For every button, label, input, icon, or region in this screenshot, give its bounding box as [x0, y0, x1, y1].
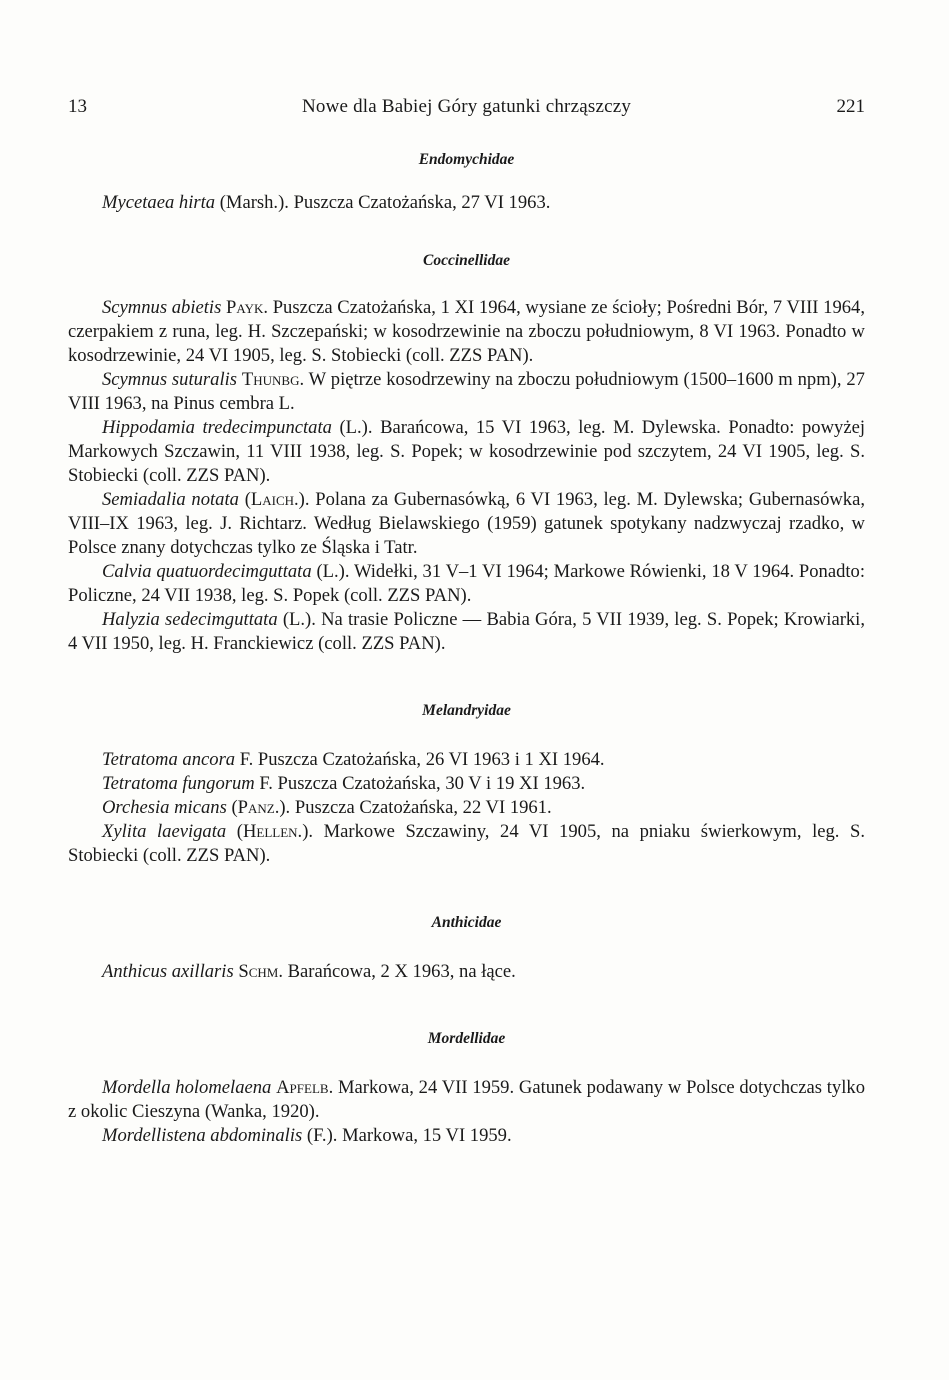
- species-author: (L.).: [282, 609, 316, 630]
- page-number-left: 13: [68, 96, 87, 117]
- species-name: Tetratoma ancora: [102, 749, 236, 770]
- family-heading: Melandryidae: [422, 702, 511, 719]
- species-author: Schm.: [238, 961, 283, 982]
- species-name: Anthicus axillaris: [102, 961, 234, 982]
- species-entry: [68, 820, 865, 868]
- species-name: Hippodamia tredecimpunctata: [102, 417, 332, 438]
- species-name: Semiadalia notata: [102, 489, 239, 510]
- species-author: F.: [239, 749, 254, 770]
- species-name: Scymnus abietis: [102, 297, 222, 318]
- species-author: (Marsh.).: [219, 192, 289, 213]
- species-name: Tetratoma fungorum: [102, 773, 255, 794]
- species-name: Halyzia sedecimguttata: [102, 609, 278, 630]
- species-author: F.: [259, 773, 273, 794]
- species-entry: [68, 1076, 865, 1124]
- species-entry: [68, 416, 865, 488]
- family-heading: Endomychidae: [418, 151, 515, 168]
- species-record: W piętrze kosodrzewiny na zboczu południowym (1500–1600 m npm), 27 VIII 1963, na Pinus cembra L.: [68, 369, 865, 414]
- species-name: Mordella holomelaena: [102, 1077, 272, 1098]
- species-record: Markowa, 15 VI 1959.: [337, 1125, 512, 1146]
- species-record: Puszcza Czatożańska, 30 V i 19 XI 1963.: [272, 773, 586, 794]
- species-author: (L.).: [316, 561, 350, 582]
- species-entry: [68, 191, 865, 215]
- species-entry: [68, 960, 865, 984]
- page-number-right: 221: [836, 96, 865, 117]
- species-entry: [68, 368, 865, 416]
- species-name: Calvia quatuordecimguttata: [102, 561, 312, 582]
- species-name: Mycetaea hirta: [102, 192, 216, 213]
- species-entry: [68, 748, 865, 772]
- species-entry: [68, 560, 865, 608]
- species-record: Markowe Szczawiny, 24 VI 1905, na pniaku świerkowym, leg. S. Stobiecki (coll. ZZS PAN).: [68, 821, 865, 866]
- species-record: Barańcowa, 2 X 1963, na łące.: [282, 961, 516, 982]
- species-author: Payk.: [226, 297, 269, 318]
- species-entry: [68, 772, 865, 796]
- species-record: Puszcza Czatożańska, 26 VI 1963 i 1 XI 1964.: [253, 749, 605, 770]
- species-author: (Hellen.).: [236, 821, 314, 842]
- species-entry: [68, 296, 865, 368]
- running-title: Nowe dla Babiej Góry gatunki chrząszczy: [301, 96, 632, 117]
- species-entry: [68, 1124, 865, 1148]
- species-entry: [68, 608, 865, 656]
- species-author: (Laich.).: [244, 489, 310, 510]
- species-author: (L.).: [339, 417, 373, 438]
- species-record: Widełki, 31 V–1 VI 1964; Markowe Rówienki, 18 V 1964. Ponadto: Policzne, 24 VII 1938, leg. S. Popek (coll. ZZS PAN).: [68, 561, 866, 606]
- species-author: (Panz.).: [231, 797, 291, 818]
- species-record: Polana za Gubernasówką, 6 VI 1963, leg. M. Dylewska; Gubernasówka, VIII–IX 1963, leg. J. Richtarz. Według Bielawskiego (1959) gatunek spotykany nadzwyczaj rzadko, w Polsce znany dotychczas tylko ze Śląska i Tatr.: [68, 489, 865, 558]
- species-author: (F.).: [306, 1125, 338, 1146]
- species-record: Markowa, 24 VII 1959. Gatunek podawany w Polsce dotychczas tylko z okolic Cieszyna (Wanka, 1920).: [68, 1077, 865, 1122]
- family-heading: Coccinellidae: [423, 252, 510, 269]
- article-body: [68, 148, 865, 1148]
- species-record: Puszcza Czatożańska, 27 VI 1963.: [288, 192, 551, 213]
- species-author: Apfelb.: [276, 1077, 334, 1098]
- species-entry: [68, 796, 865, 820]
- species-record: Barańcowa, 15 VI 1963, leg. M. Dylewska. Ponadto: powyżej Markowych Szczawin, 11 VIII 1938, leg. S. Popek; w kosodrzewinie pod szczytem, 24 VI 1905, leg. S. Stobiecki (coll. ZZS PAN).: [68, 417, 865, 486]
- species-record: Na trasie Policzne — Babia Góra, 5 VII 1939, leg. S. Popek; Krowiarki, 4 VII 1950, leg. H. Franckiewicz (coll. ZZS PAN).: [68, 609, 865, 654]
- family-heading: Anthicidae: [431, 914, 502, 931]
- species-name: Orchesia micans: [102, 797, 227, 818]
- species-record: Puszcza Czatożańska, 22 VI 1961.: [290, 797, 552, 818]
- species-name: Scymnus suturalis: [102, 369, 238, 390]
- family-heading: Mordellidae: [427, 1030, 506, 1047]
- species-name: Mordellistena abdominalis: [102, 1125, 303, 1146]
- species-name: Xylita laevigata: [102, 821, 227, 842]
- species-record: Puszcza Czatożańska, 1 XI 1964, wysiane ze ścioły; Pośredni Bór, 7 VIII 1964, czerpakiem z runa, leg. H. Szczepański; w kosodrzewinie na zboczu południowym, 8 VI 1963. Ponadto w kosodrzewinie, 24 VI 1905, leg. S. Stobiecki (coll. ZZS PAN).: [68, 297, 865, 366]
- species-entry: [68, 488, 865, 560]
- species-author: Thunbg.: [241, 369, 305, 390]
